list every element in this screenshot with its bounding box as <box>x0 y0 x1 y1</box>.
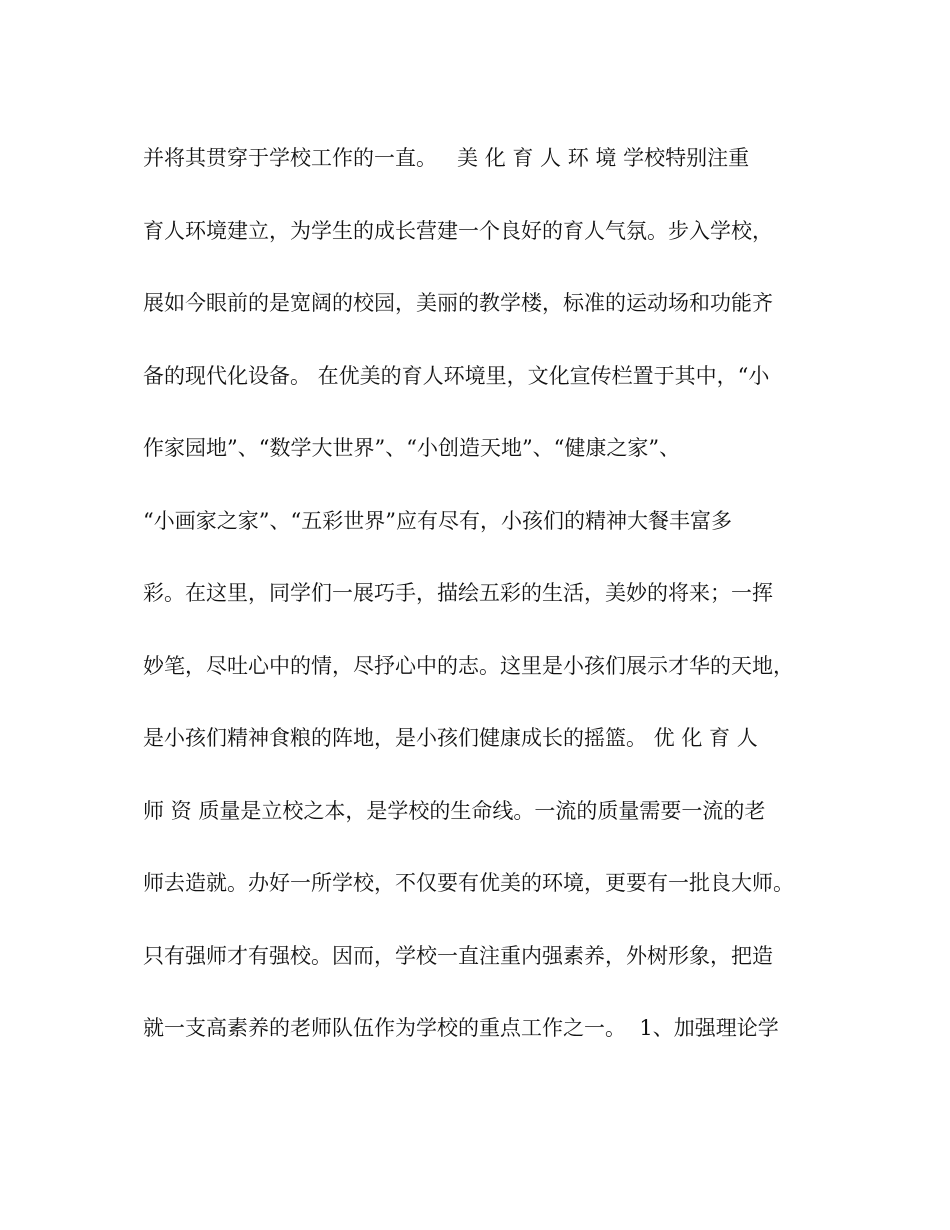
text-line: 师 资 质量是立校之本，是学校的生命线。一流的质量需要一流的老 <box>143 798 766 823</box>
text-line: 育人环境建立，为学生的成长营建一个良好的育人气氛。步入学校， <box>143 218 773 243</box>
text-line: 作家园地”、“数学大世界”、“小创造天地”、“健康之家”、 <box>143 436 681 460</box>
text-line: 彩。在这里，同学们一展巧手，描绘五彩的生活，美妙的将来；一挥 <box>143 581 773 605</box>
text-line: 只有强师才有强校。因而，学校一直注重内强素养，外树形象，把造 <box>143 943 773 968</box>
body-text <box>143 140 823 1083</box>
text-line: “小画家之家”、“五彩世界”应有尽有，小孩们的精神大餐丰富多 <box>143 508 732 533</box>
text-line: 展如今眼前的是宽阔的校园，美丽的教学楼，标准的运动场和功能齐 <box>143 291 773 315</box>
text-line: 妙笔，尽吐心中的情，尽抒心中的志。这里是小孩们展示才华的天地， <box>143 653 794 678</box>
text-line: 是小孩们精神食粮的阵地，是小孩们健康成长的摇篮。 优 化 育 人 <box>143 726 758 750</box>
text-line: 备的现代化设备。 在优美的育人环境里，文化宣传栏置于其中，“小 <box>143 363 770 388</box>
text-line: 就一支高素养的老师队伍作为学校的重点工作之一。 1、加强理论学 <box>143 1016 779 1040</box>
text-line: 师去造就。办好一所学校，不仅要有优美的环境，更要有一批良大师。 <box>143 871 794 895</box>
text-line: 并将其贯穿于学校工作的一直。 美 化 育 人 环 境 学校特别注重 <box>143 146 750 170</box>
